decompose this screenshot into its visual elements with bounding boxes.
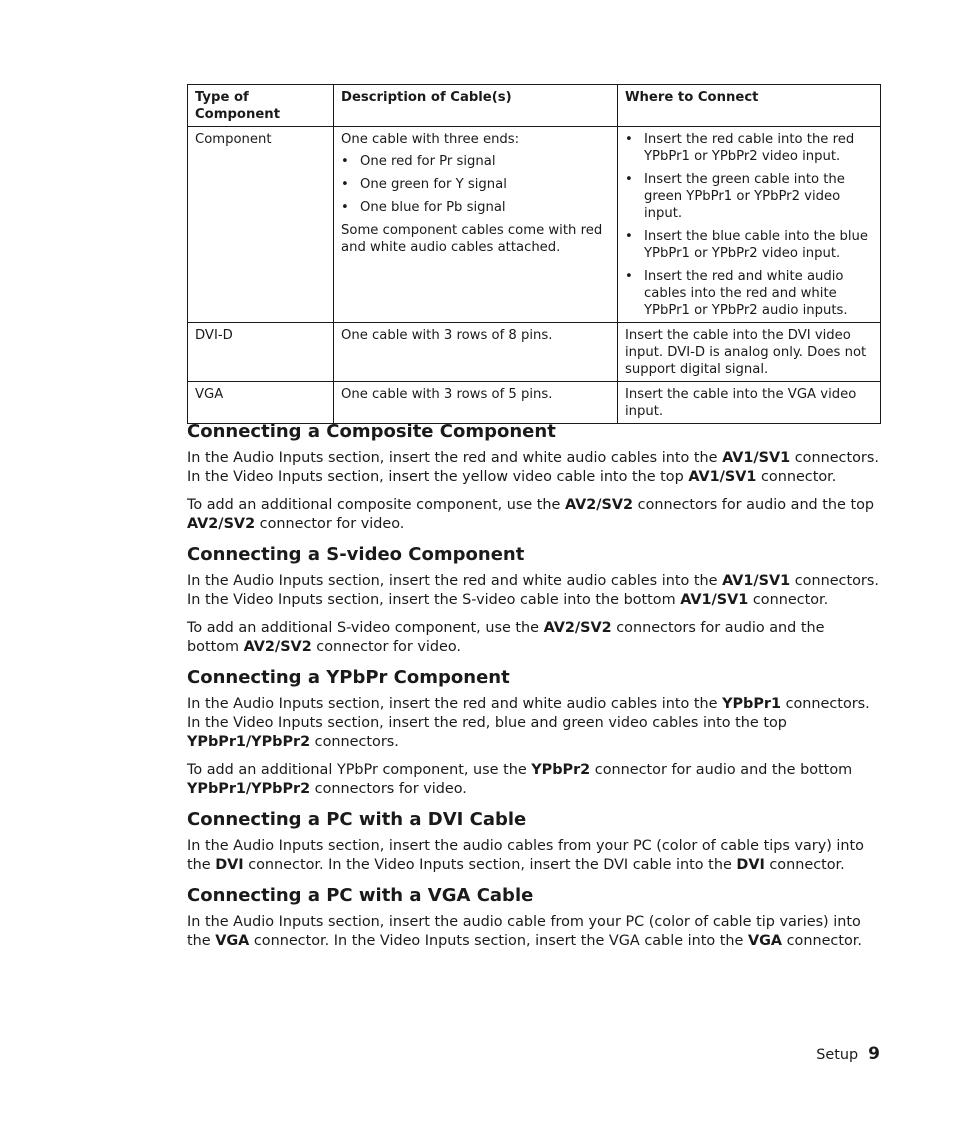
cell-where: Insert the cable into the VGA video input. xyxy=(618,382,881,424)
cell-type: Component xyxy=(188,127,334,323)
list-item: • One red for Pr signal xyxy=(341,153,610,170)
list-item: • One blue for Pb signal xyxy=(341,199,610,216)
table-row xyxy=(188,127,881,323)
paragraph: In the Audio Inputs section, insert the red and white audio cables into the AV1/SV1 connectors. In the Video Inputs section, insert the S-video cable into the bottom AV1/SV1 connector. xyxy=(187,573,879,608)
table-header-row xyxy=(188,85,881,127)
list-item: • Insert the blue cable into the blue YPbPr1 or YPbPr2 video input. xyxy=(625,228,873,262)
cell-description xyxy=(334,127,618,323)
desc-intro: One cable with three ends: xyxy=(341,132,520,147)
cell-where: Insert the cable into the DVI video input. DVI-D is analog only. Does not support digital signal. xyxy=(618,323,881,382)
cable-table-container xyxy=(187,84,880,424)
desc-bullet-list xyxy=(341,153,610,216)
section-vga xyxy=(187,885,880,951)
paragraph: To add an additional YPbPr component, use the YPbPr2 connector for audio and the bottom YPbPr1/YPbPr2 connectors for video. xyxy=(187,762,853,797)
paragraph: To add an additional S-video component, use the AV2/SV2 connectors for audio and the bottom AV2/SV2 connector for video. xyxy=(187,620,825,655)
paragraph: In the Audio Inputs section, insert the audio cable from your PC (color of cable tip varies) into the VGA connector. In the Video Inputs section, insert the VGA cable into the VGA connector. xyxy=(187,914,862,949)
desc-note: Some component cables come with red and white audio cables attached. xyxy=(341,223,603,255)
section-heading: Connecting a YPbPr Component xyxy=(187,667,510,688)
table-row xyxy=(188,382,881,424)
list-item: • Insert the green cable into the green YPbPr1 or YPbPr2 video input. xyxy=(625,171,873,222)
cell-description: One cable with 3 rows of 5 pins. xyxy=(334,382,618,424)
list-item: • Insert the red cable into the red YPbPr1 or YPbPr2 video input. xyxy=(625,131,873,165)
list-item: • Insert the red and white audio cables into the red and white YPbPr1 or YPbPr2 audio inputs. xyxy=(625,268,873,319)
header-where: Where to Connect xyxy=(618,85,881,127)
header-description: Description of Cable(s) xyxy=(334,85,618,127)
main-content xyxy=(187,421,880,961)
cell-description: One cable with 3 rows of 8 pins. xyxy=(334,323,618,382)
cable-table xyxy=(187,84,881,424)
table-row xyxy=(188,323,881,382)
section-heading: Connecting a PC with a VGA Cable xyxy=(187,885,534,906)
section-ypbpr xyxy=(187,667,880,799)
section-heading: Connecting a Composite Component xyxy=(187,421,556,442)
paragraph: In the Audio Inputs section, insert the red and white audio cables into the YPbPr1 connectors. In the Video Inputs section, insert the red, blue and green video cables into the top YPbPr1/YPbPr2 connectors. xyxy=(187,696,870,750)
footer-section-label: Setup xyxy=(816,1047,859,1063)
cell-type: VGA xyxy=(188,382,334,424)
section-dvi xyxy=(187,809,880,875)
paragraph: In the Audio Inputs section, insert the red and white audio cables into the AV1/SV1 connectors. In the Video Inputs section, insert the yellow video cable into the top AV1/SV1 connector. xyxy=(187,450,879,485)
list-item: • One green for Y signal xyxy=(341,176,610,193)
paragraph: To add an additional composite component, use the AV2/SV2 connectors for audio and the top AV2/SV2 connector for video. xyxy=(187,497,875,532)
cell-type: DVI-D xyxy=(188,323,334,382)
header-type: Type of Component xyxy=(188,85,334,127)
where-bullet-list xyxy=(625,131,873,319)
section-svideo xyxy=(187,544,880,657)
cell-where xyxy=(618,127,881,323)
section-heading: Connecting a PC with a DVI Cable xyxy=(187,809,527,830)
page-number: 9 xyxy=(868,1044,880,1064)
section-composite xyxy=(187,421,880,534)
page-footer xyxy=(700,1044,880,1064)
paragraph: In the Audio Inputs section, insert the audio cables from your PC (color of cable tips vary) into the DVI connector. In the Video Inputs section, insert the DVI cable into the DVI connector. xyxy=(187,838,864,873)
section-heading: Connecting a S-video Component xyxy=(187,544,525,565)
